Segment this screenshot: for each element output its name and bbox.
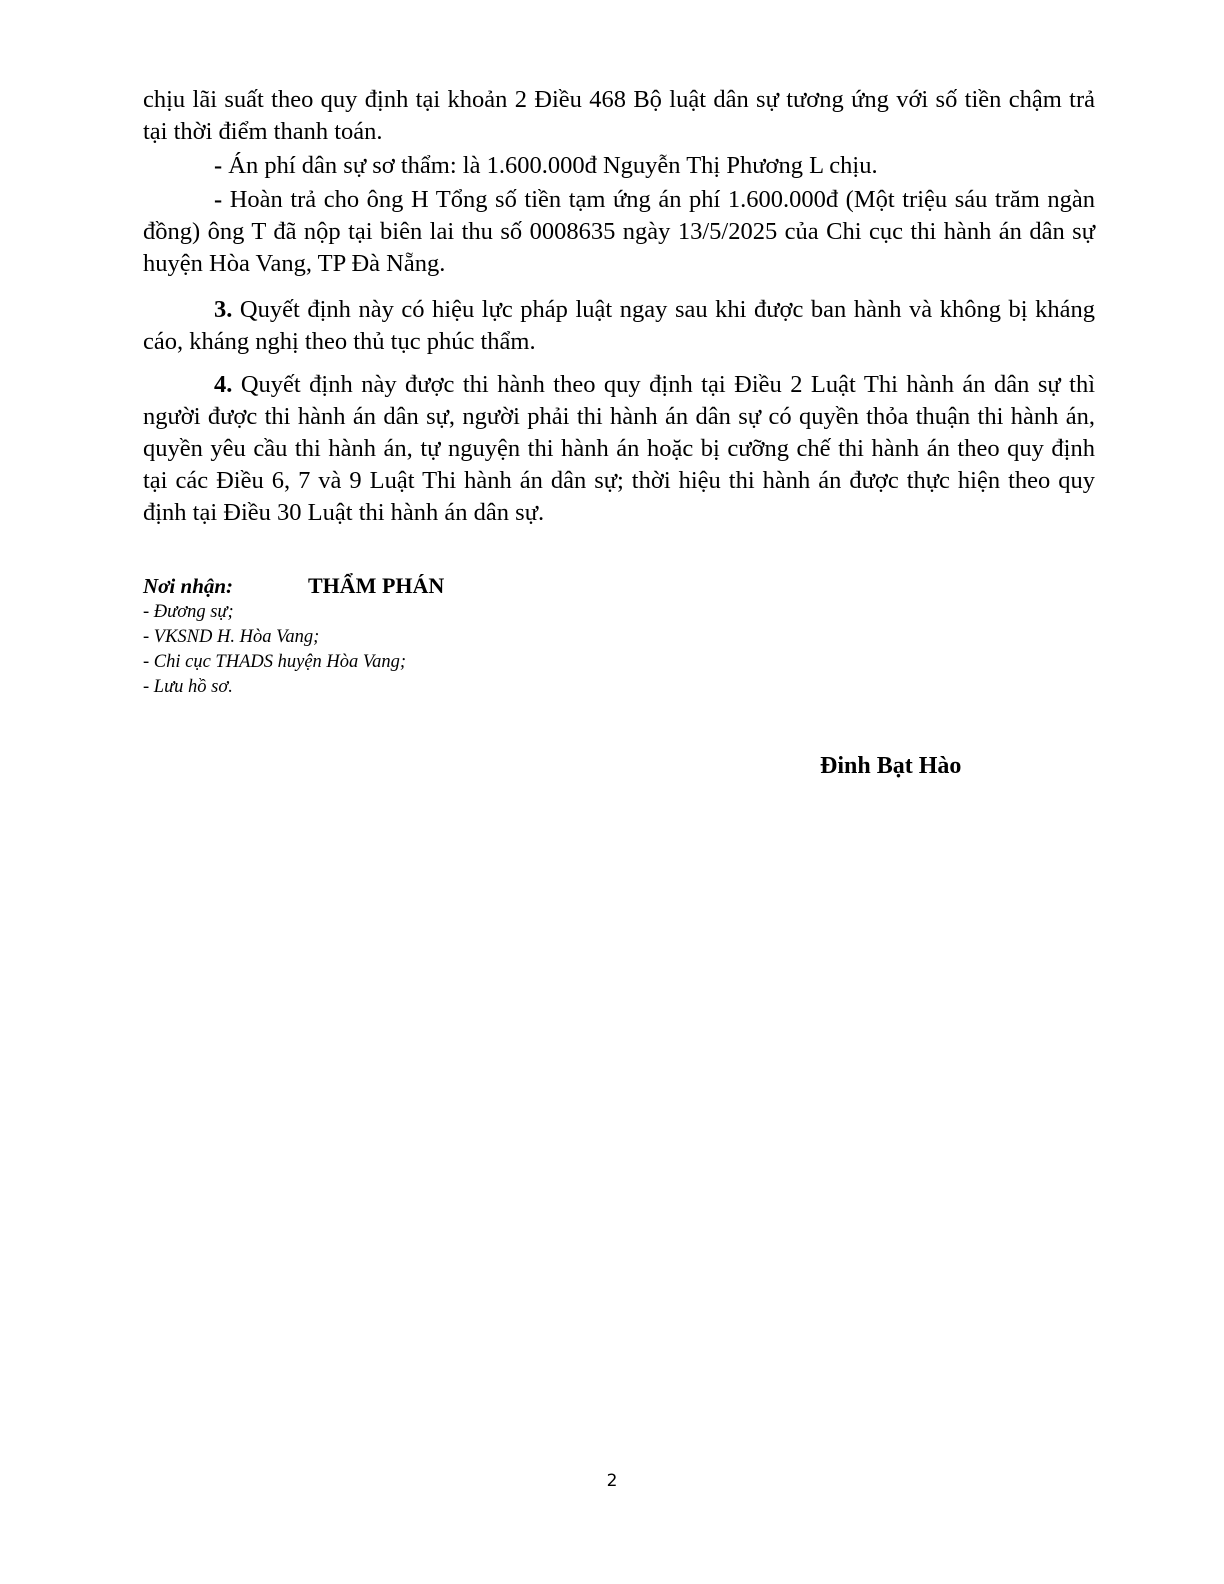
signer-name: Đinh Bạt Hào [820, 753, 962, 779]
court-fee-text: Án phí dân sự sơ thẩm: là 1.600.000đ Nguyễn Thị Phương L chịu. [228, 152, 878, 179]
recipients-list [143, 600, 563, 700]
refund-text: Hoàn trả cho ông H Tổng số tiền tạm ứng án phí 1.600.000đ (Một triệu sáu trăm ngàn đồng) ông T đã nộp tại biên lai thu số 0008635 ngày 13/5/2025 của Chi cục thi hành án dân sự huyện Hòa Vang, TP Đà Nẵng. [143, 186, 1095, 277]
paragraph-4-enforcement [143, 369, 1095, 529]
list-dash: - [214, 152, 229, 179]
list-dash: - [214, 186, 230, 213]
paragraph-court-fee [143, 150, 1095, 182]
decision-body [143, 84, 1095, 529]
judge-title: THẨM PHÁN [308, 573, 445, 598]
clause-3-text: Quyết định này có hiệu lực pháp luật ngay sau khi được ban hành và không bị kháng cáo, kháng nghị theo thủ tục phúc thẩm. [143, 296, 1095, 355]
recipient-item: - Lưu hồ sơ. [143, 677, 233, 697]
paragraph-3-effect [143, 294, 1095, 358]
recipient-item: - Chi cục THADS huyện Hòa Vang; [143, 652, 407, 672]
recipient-item: - Đương sự; [143, 602, 234, 622]
clause-number-4: 4. [214, 371, 233, 398]
recipients-label: Nơi nhận: [143, 574, 234, 598]
page-number: 2 [606, 1471, 618, 1491]
clause-4-text: Quyết định này được thi hành theo quy định tại Điều 2 Luật Thi hành án dân sự thì người được thi hành án dân sự, người phải thi hành án dân sự có quyền thỏa thuận thi hành án, quyền yêu cầu thi hành án, tự nguyện thi hành án hoặc bị cưỡng chế thi hành án theo quy định tại các Điều 6, 7 và 9 Luật Thi hành án dân sự; thời hiệu thi hành án được thực hiện theo quy định tại Điều 30 Luật thi hành án dân sự. [143, 371, 1095, 526]
recipients-block [143, 572, 563, 700]
recipient-item: - VKSND H. Hòa Vang; [143, 627, 320, 647]
clause-number-3: 3. [214, 296, 233, 323]
paragraph-refund [143, 184, 1095, 280]
paragraph-interest: chịu lãi suất theo quy định tại khoản 2 Điều 468 Bộ luật dân sự tương ứng với số tiền chậm trả tại thời điểm thanh toán. [143, 86, 1095, 145]
